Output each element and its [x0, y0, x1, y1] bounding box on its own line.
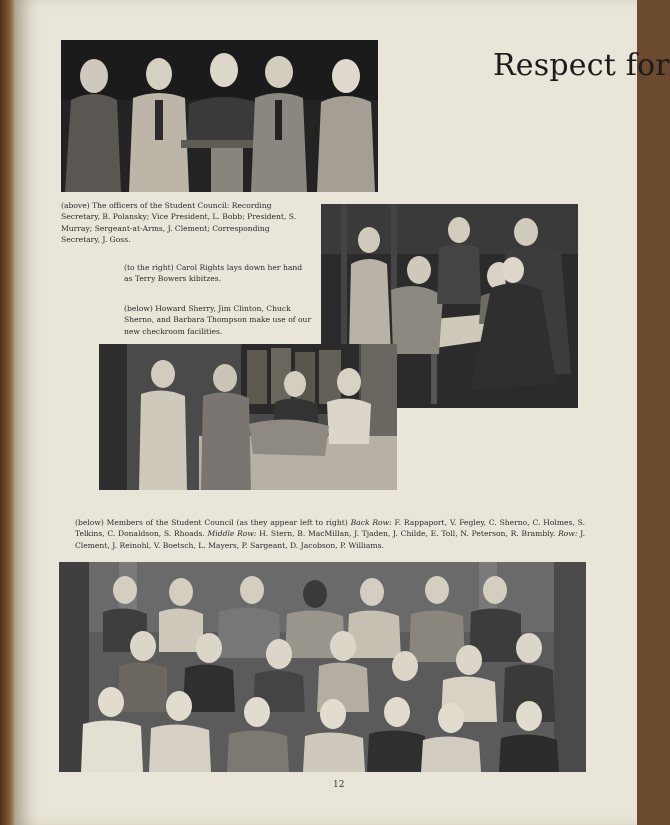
council-group-photo [59, 562, 586, 772]
back-row-label: Back Row: [350, 518, 392, 527]
back-row-names: F. Rappaport, V. Fegley, C. Sherno, C. Holmes, S. Telkins, C. Donaldson, S. Rhoads. [75, 518, 586, 539]
council-caption [75, 517, 585, 551]
checkroom-caption: (below) Howard Sherry, Jim Clinton, Chuck Sherno, and Barbara Thompson make use of our new checkroom facilities. [124, 304, 312, 336]
middle-row-names: H. Stern, B. MacMillan, J. Tjaden, J. Childe, E. Toll, N. Peterson, R. Brambly. [259, 529, 556, 539]
card-game-caption: (to the right) Carol Rights lays down her hand as Terry Bowers kibitzes. [124, 263, 303, 284]
front-row-label: Row: [558, 529, 578, 539]
book-spine [0, 0, 14, 825]
officers-caption: (above) The officers of the Student Council: Recording Secretary, B. Polansky; Vice President, L. Bobb; President, S. Murray; Sergeant-at-Arms, J. Clement; Corresponding Secretary, J. Goss. [61, 201, 297, 245]
checkroom-photo [99, 344, 397, 490]
front-row-names: J. Clement, J. Reinohl, V. Boetsch, L. Mayers, P. Sargeant, D. Jacobson, P. Williams. [75, 529, 586, 550]
officers-photo [61, 40, 378, 192]
page-heading: Respect for [493, 48, 670, 83]
middle-row-label: Middle Row: [207, 529, 257, 539]
page-number: 12 [333, 780, 345, 790]
council-caption-intro: (below) Members of the Student Council (as they appear left to right) [75, 518, 348, 527]
